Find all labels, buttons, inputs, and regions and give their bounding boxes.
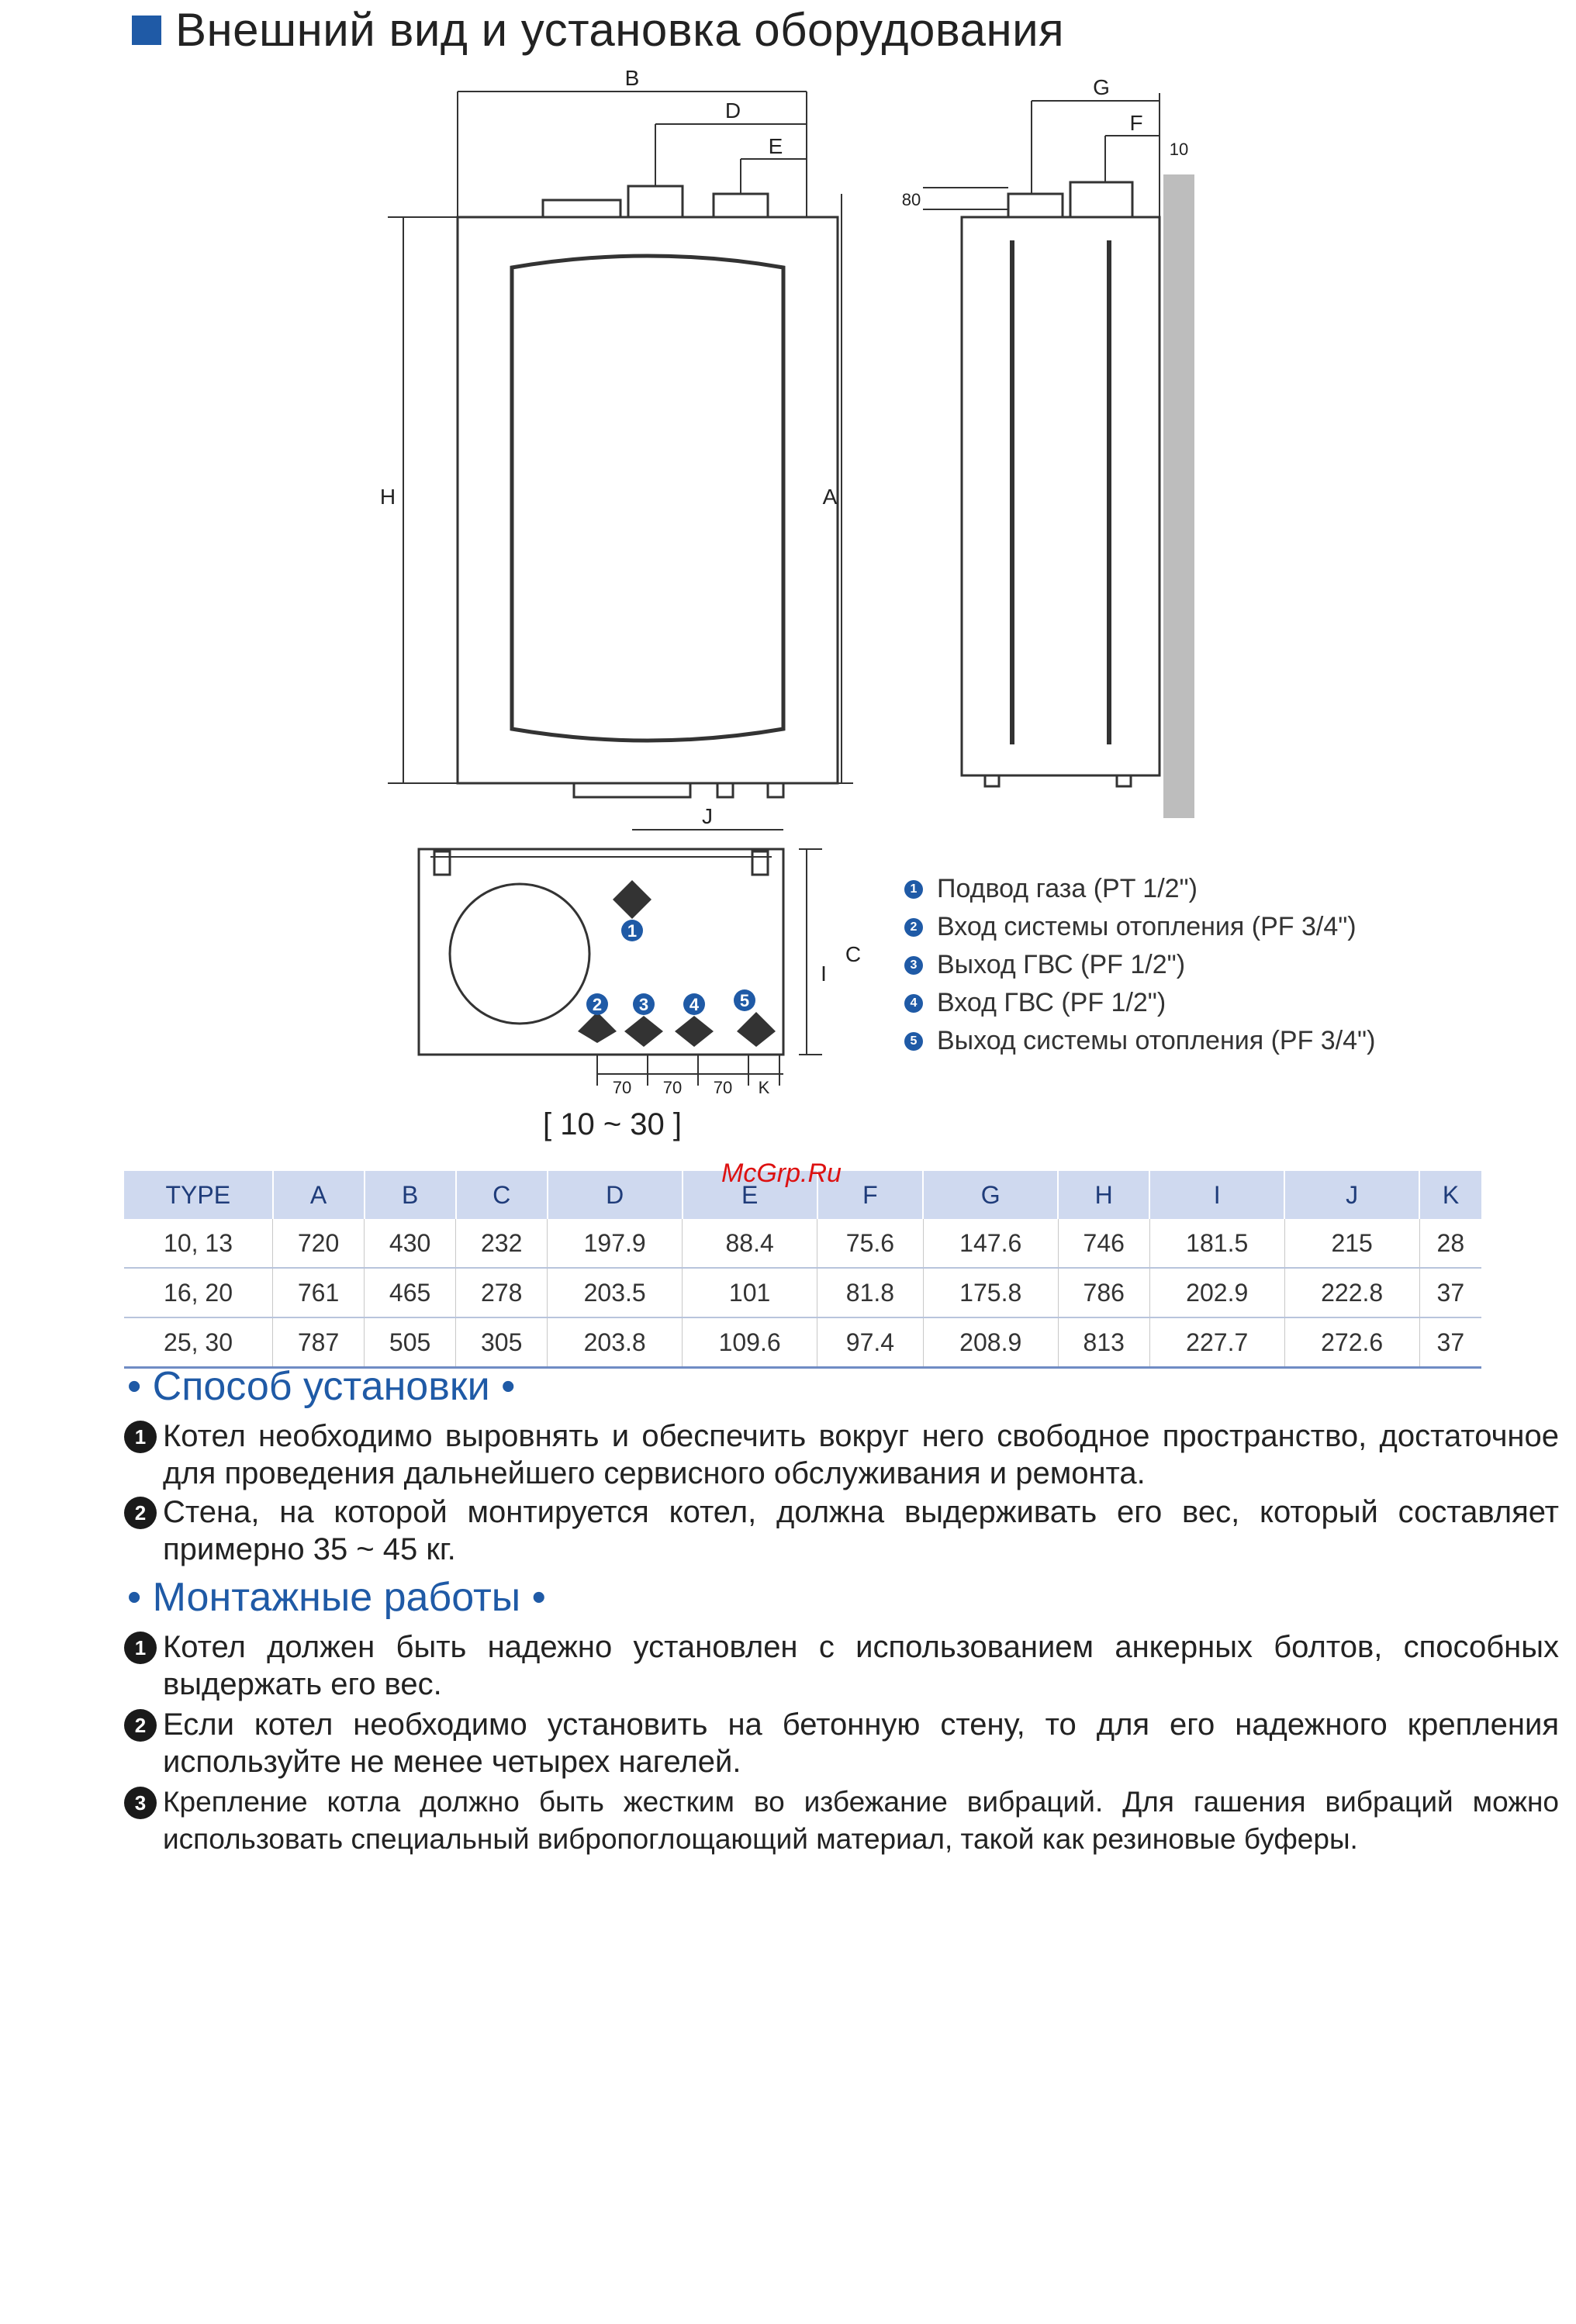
table-cell: 720 <box>273 1219 365 1268</box>
front-bottom-connector-right-a <box>717 783 733 797</box>
bottom-flue-circle <box>450 884 589 1024</box>
side-top-pipe <box>1008 194 1063 217</box>
bullet-icon: 3 <box>124 1787 157 1819</box>
dim-label-a: A <box>822 485 838 509</box>
front-view-body <box>458 217 838 783</box>
table-header: TYPE <box>124 1171 273 1219</box>
range-label: [ 10 ~ 30 ] <box>543 1107 683 1141</box>
dim-label-bottom-a: 70 <box>612 1078 632 1097</box>
dim-label-side-top: 10 <box>1169 140 1189 159</box>
table-header: K <box>1419 1171 1481 1219</box>
table-header: H <box>1058 1171 1149 1219</box>
table-cell: 109.6 <box>683 1317 817 1368</box>
legend-number: 1 <box>904 880 923 899</box>
table-cell: 28 <box>1419 1219 1481 1268</box>
dim-label-e: E <box>768 134 783 158</box>
table-cell: 203.8 <box>548 1317 683 1368</box>
table-cell: 203.5 <box>548 1268 683 1317</box>
dim-label-c: C <box>845 942 862 966</box>
table-cell: 202.9 <box>1149 1268 1284 1317</box>
dim-label-g: G <box>1093 75 1110 99</box>
table-cell: 222.8 <box>1284 1268 1419 1317</box>
bottom-bracket-left <box>434 851 450 875</box>
dim-label-j: J <box>702 804 713 828</box>
table-cell: 786 <box>1058 1268 1149 1317</box>
legend-number: 4 <box>904 994 923 1013</box>
watermark: McGrp.Ru <box>721 1159 842 1188</box>
front-top-connector-mid <box>628 186 683 217</box>
legend-text: Выход ГВС (PF 1/2") <box>937 950 1186 979</box>
connector-1-shape <box>613 880 651 919</box>
table-cell: 37 <box>1419 1317 1481 1368</box>
connector-2-label: 2 <box>592 995 603 1014</box>
legend-number: 5 <box>904 1032 923 1051</box>
table-cell: 208.9 <box>923 1317 1058 1368</box>
connector-4-label: 4 <box>689 995 700 1014</box>
dim-label-b: B <box>624 66 640 90</box>
legend-number: 3 <box>904 956 923 975</box>
dim-label-side-left: 80 <box>901 190 921 209</box>
dim-label-f: F <box>1129 111 1143 135</box>
front-bottom-connector <box>574 783 690 797</box>
table-header: B <box>365 1171 456 1219</box>
bullet-icon: 2 <box>124 1709 157 1742</box>
table-cell: 232 <box>456 1219 548 1268</box>
mounting-item <box>124 1784 1559 1858</box>
bullet-icon: 1 <box>124 1632 157 1664</box>
table-cell: 175.8 <box>923 1268 1058 1317</box>
table-row <box>124 1317 1481 1368</box>
connector-4-shape <box>675 1016 714 1047</box>
connector-5-shape <box>737 1012 776 1047</box>
dim-label-h: H <box>379 485 396 509</box>
wall <box>1163 174 1194 818</box>
table-cell: 25, 30 <box>124 1317 273 1368</box>
connector-5-label: 5 <box>739 991 750 1010</box>
table-row <box>124 1219 1481 1268</box>
table-cell: 101 <box>683 1268 817 1317</box>
table-cell: 746 <box>1058 1219 1149 1268</box>
table-cell: 197.9 <box>548 1219 683 1268</box>
installation-title: • Способ установки • <box>127 1364 516 1409</box>
connector-3-label: 3 <box>638 995 649 1014</box>
table-cell: 10, 13 <box>124 1219 273 1268</box>
legend-text: Подвод газа (PT 1/2") <box>937 874 1198 903</box>
dim-label-i: I <box>821 962 827 986</box>
connector-1-label: 1 <box>627 921 638 941</box>
legend-item <box>904 984 1375 1022</box>
table-cell: 227.7 <box>1149 1317 1284 1368</box>
installation-item-text: Котел необходимо выровнять и обеспечить вокруг него свободное пространство, достаточное для проведения дальнейшего сервисного обслуживания и ремонта. <box>163 1419 1559 1490</box>
legend-item <box>904 946 1375 984</box>
table-header: D <box>548 1171 683 1219</box>
table-cell: 430 <box>365 1219 456 1268</box>
dim-label-bottom-b: 70 <box>662 1078 683 1097</box>
dimensions-table <box>124 1171 1481 1369</box>
bullet-icon: 2 <box>124 1497 157 1529</box>
table-header: A <box>273 1171 365 1219</box>
table-cell: 81.8 <box>817 1268 924 1317</box>
table-cell: 761 <box>273 1268 365 1317</box>
table-header: C <box>456 1171 548 1219</box>
legend-item <box>904 908 1375 946</box>
bottom-bracket-right <box>752 851 768 875</box>
connector-legend <box>904 870 1375 1060</box>
table-header: I <box>1149 1171 1284 1219</box>
table-cell: 787 <box>273 1317 365 1368</box>
side-view-body <box>962 217 1160 775</box>
dim-label-k: K <box>758 1078 770 1097</box>
mounting-item <box>124 1706 1559 1780</box>
legend-text: Вход ГВС (PF 1/2") <box>937 988 1166 1017</box>
side-top-flue <box>1070 182 1132 217</box>
mounting-item <box>124 1628 1559 1703</box>
legend-text: Вход системы отопления (PF 3/4") <box>937 912 1357 941</box>
front-view-panel <box>512 256 783 741</box>
installation-item <box>124 1494 1559 1568</box>
table-header: F <box>817 1171 924 1219</box>
side-bottom-foot-right <box>1117 775 1131 786</box>
page-title: Внешний вид и установка оборудования <box>175 4 1065 56</box>
dim-label-d: D <box>724 98 741 123</box>
installation-item <box>124 1418 1559 1492</box>
table-cell: 16, 20 <box>124 1268 273 1317</box>
connector-2-shape <box>578 1012 617 1043</box>
table-cell: 88.4 <box>683 1219 817 1268</box>
table-cell: 97.4 <box>817 1317 924 1368</box>
installation-item-text: Стена, на которой монтируется котел, должна выдерживать его вес, который составляет примерно 35 ~ 45 кг. <box>163 1495 1559 1566</box>
table-cell: 813 <box>1058 1317 1149 1368</box>
bullet-icon: 1 <box>124 1421 157 1453</box>
legend-number: 2 <box>904 918 923 937</box>
table-cell: 147.6 <box>923 1219 1058 1268</box>
mounting-title: • Монтажные работы • <box>127 1575 546 1620</box>
table-cell: 181.5 <box>1149 1219 1284 1268</box>
table-cell: 465 <box>365 1268 456 1317</box>
legend-item <box>904 1022 1375 1060</box>
connector-3-shape <box>624 1016 663 1047</box>
table-cell: 278 <box>456 1268 548 1317</box>
front-top-connector-right <box>714 194 768 217</box>
mounting-item-text: Крепление котла должно быть жестким во избежание вибраций. Для гашения вибраций можно использовать специальный вибропоглощающий материал, такой как резиновые буферы. <box>163 1786 1559 1855</box>
table-cell: 215 <box>1284 1219 1419 1268</box>
front-bottom-connector-right-b <box>768 783 783 797</box>
front-top-connector-left <box>543 200 620 217</box>
table-cell: 75.6 <box>817 1219 924 1268</box>
side-bottom-foot-left <box>985 775 999 786</box>
table-cell: 37 <box>1419 1268 1481 1317</box>
dim-label-bottom-c: 70 <box>713 1078 733 1097</box>
table-header: G <box>923 1171 1058 1219</box>
table-cell: 272.6 <box>1284 1317 1419 1368</box>
table-header: J <box>1284 1171 1419 1219</box>
mounting-item-text: Котел должен быть надежно установлен с использованием анкерных болтов, способных выдержать его вес. <box>163 1630 1559 1701</box>
legend-text: Выход системы отопления (PF 3/4") <box>937 1026 1376 1055</box>
legend-item <box>904 870 1375 908</box>
table-cell: 305 <box>456 1317 548 1368</box>
table-row <box>124 1268 1481 1317</box>
table-header: E <box>683 1171 817 1219</box>
table-cell: 505 <box>365 1317 456 1368</box>
mounting-item-text: Если котел необходимо установить на бетонную стену, то для его надежного крепления используйте не менее четырех нагелей. <box>163 1708 1559 1779</box>
